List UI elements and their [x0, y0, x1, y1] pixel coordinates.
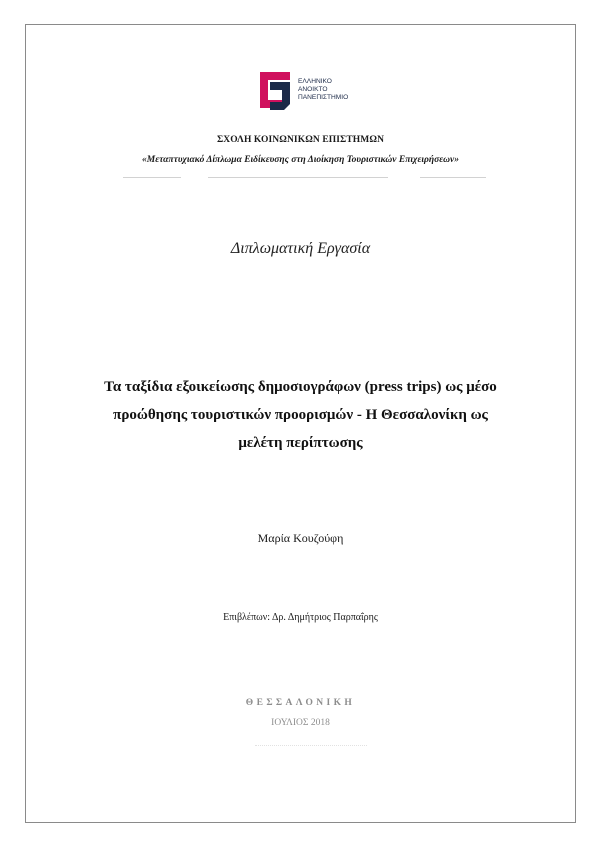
school-name: ΣΧΟΛΗ ΚΟΙΝΩΝΙΚΩΝ ΕΠΙΣΤΗΜΩΝ — [216, 135, 385, 145]
divider-right — [420, 177, 486, 178]
university-logo — [258, 70, 368, 112]
city: ΘΕΣΣΑΛΟΝΙΚΗ — [245, 698, 356, 708]
thesis-title-line-3: μελέτη περίπτωσης — [238, 435, 363, 451]
document-type: Διπλωματική Εργασία — [230, 240, 371, 257]
author-name: Μαρία Κουζούφη — [257, 531, 344, 545]
program-name: «Μεταπτυχιακό Δίπλωμα Ειδίκευσης στη Διοίκηση Τουριστικών Επιχειρήσεων» — [142, 155, 459, 165]
thesis-title-line-1: Τα ταξίδια εξοικείωσης δημοσιογράφων (press trips) ως μέσο — [104, 379, 497, 395]
divider-left — [123, 177, 181, 178]
logo-line-1: ΕΛΛΗΝΙΚΟ — [298, 78, 332, 85]
date: ΙΟΥΛΙΟΣ 2018 — [271, 718, 330, 728]
university-emblem-icon — [258, 70, 298, 112]
thesis-title-line-2: προώθησης τουριστικών προορισμών - Η Θεσσαλονίκη ως — [113, 407, 488, 423]
thesis-title — [25, 373, 576, 457]
supervisor: Επιβλέπων: Δρ. Δημήτριος Παρπαΐρης — [223, 612, 378, 623]
logo-line-2: ΑΝΟΙΚΤΟ — [298, 86, 328, 94]
logo-wordmark — [298, 78, 348, 103]
decorative-dots — [255, 745, 367, 748]
logo-line-3: ΠΑΝΕΠΙΣΤΗΜΙΟ — [298, 94, 349, 102]
divider-center — [208, 177, 388, 178]
